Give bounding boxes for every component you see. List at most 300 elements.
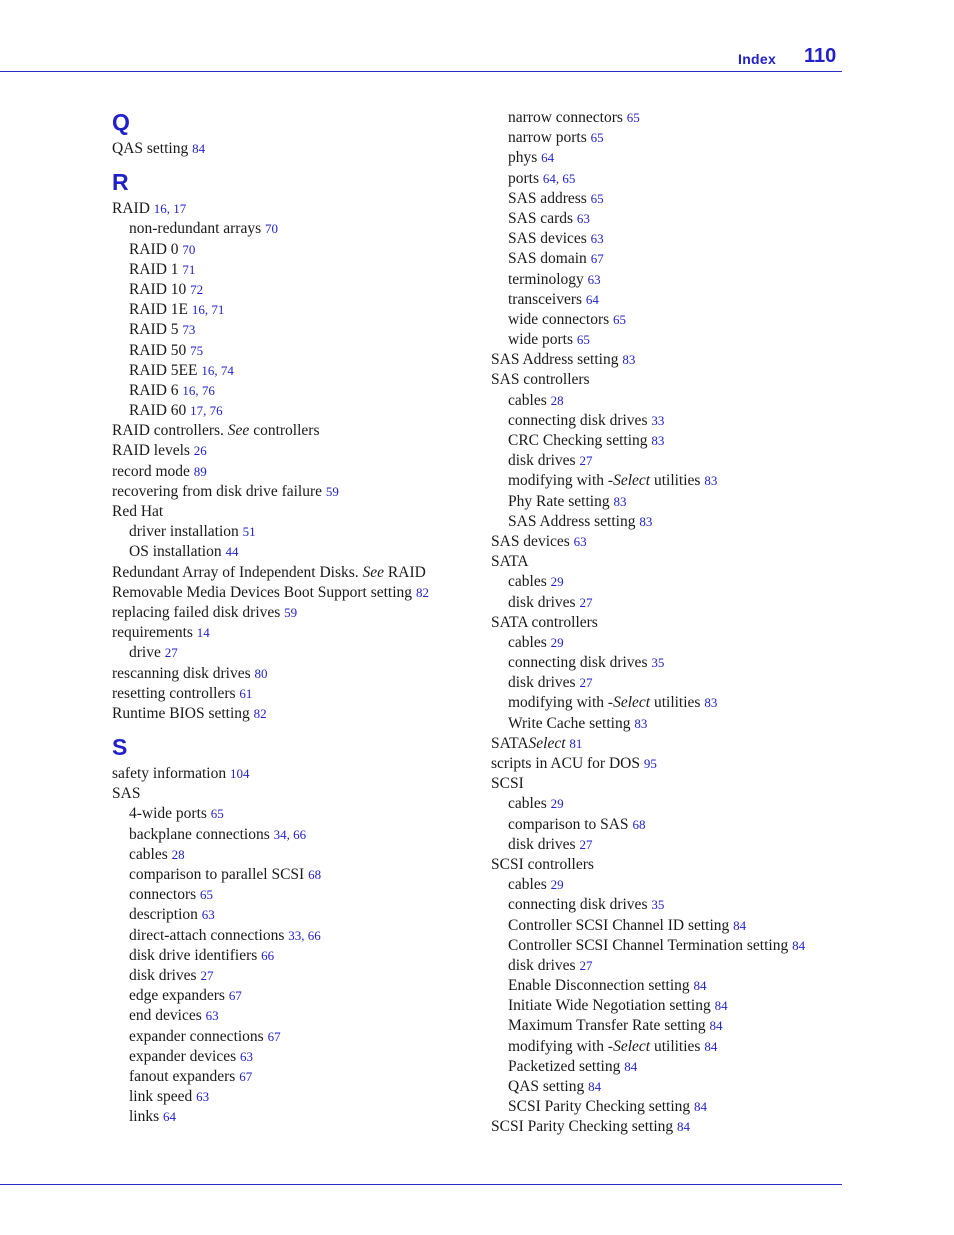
- index-subentry: [491, 996, 841, 1016]
- entry-term: SCSI Parity Checking setting: [491, 1118, 674, 1136]
- page-reference-link[interactable]: 34: [273, 826, 287, 842]
- page-reference-link[interactable]: 33: [288, 927, 302, 943]
- page-reference-link[interactable]: 83: [651, 433, 665, 448]
- entry-term: expander connections: [129, 1027, 264, 1045]
- index-entry: [112, 784, 482, 804]
- index-subentry: [491, 512, 841, 532]
- page-reference-link[interactable]: 83: [639, 513, 653, 529]
- page-reference-link[interactable]: 35: [651, 655, 665, 671]
- entry-term: driver installation: [129, 523, 239, 541]
- index-subentry: [491, 1037, 841, 1057]
- page-reference-link[interactable]: 65: [562, 170, 576, 186]
- page-reference-link[interactable]: 104: [229, 766, 250, 782]
- page-reference-link[interactable]: 28: [550, 392, 564, 408]
- index-subentry: [491, 310, 841, 330]
- index-subentry: [491, 572, 841, 592]
- index-subentry: [491, 936, 841, 956]
- page-reference-link[interactable]: 27: [579, 957, 593, 973]
- page-reference-link[interactable]: 66: [307, 927, 321, 943]
- page-reference-link[interactable]: 75: [190, 342, 204, 358]
- entry-term: Select: [528, 734, 566, 752]
- page-reference-link[interactable]: 63: [196, 1089, 210, 1105]
- entry-term: SCSI controllers: [491, 855, 594, 873]
- page-reference-link[interactable]: 65: [576, 332, 590, 348]
- index-entry: [112, 764, 482, 784]
- header-section-label: Index: [738, 51, 777, 67]
- index-entry: [491, 855, 841, 875]
- page-reference-link[interactable]: 27: [164, 645, 178, 661]
- entry-term: RAID: [384, 563, 426, 581]
- entry-term: narrow connectors: [508, 109, 623, 126]
- entry-term: RAID 1E: [129, 301, 188, 319]
- page-reference-link[interactable]: 76: [209, 403, 223, 419]
- index-entry: [112, 704, 482, 724]
- page-reference-link[interactable]: 70: [182, 241, 196, 257]
- page-reference-link[interactable]: 29: [550, 877, 564, 893]
- entry-term: Removable Media Devices Boot Support setting: [112, 583, 413, 601]
- index-entry: [491, 734, 841, 754]
- page-reference-link[interactable]: 16: [153, 201, 167, 217]
- index-entry: [491, 350, 841, 370]
- index-subentry: [491, 835, 841, 855]
- index-subentry: [491, 1057, 841, 1077]
- page-reference-link[interactable]: 82: [415, 584, 429, 600]
- entry-term: Maximum Transfer Rate setting: [508, 1017, 706, 1035]
- entry-term: Select: [613, 472, 651, 490]
- index-subentry: [112, 1027, 482, 1047]
- index-subentry: [491, 1016, 841, 1036]
- page-reference-link[interactable]: 65: [210, 806, 224, 822]
- index-subentry: [491, 451, 841, 471]
- entry-term: connectors: [129, 886, 197, 904]
- page-reference-link[interactable]: 28: [171, 846, 185, 862]
- index-entry: [491, 774, 841, 794]
- entry-term: wide ports: [508, 331, 574, 349]
- section-letter-q: Q: [112, 109, 130, 135]
- page-reference-link[interactable]: 83: [704, 695, 718, 711]
- index-entry: [112, 462, 482, 482]
- index-subentry: [112, 260, 482, 280]
- entry-term: SAS cards: [508, 209, 574, 227]
- page-reference-link[interactable]: 63: [587, 271, 601, 287]
- page-reference-link[interactable]: 84: [588, 1079, 602, 1094]
- entry-term: SCSI Parity Checking setting: [508, 1098, 691, 1116]
- index-subentry: RAID 60 17, 76: [129, 402, 223, 420]
- page-reference-link[interactable]: 27: [579, 453, 593, 469]
- page-reference-link[interactable]: 29: [550, 574, 564, 590]
- page-reference-link[interactable]: 27: [579, 675, 593, 691]
- index-entry: [112, 623, 482, 643]
- entry-term: cables: [508, 795, 547, 813]
- entry-term: links: [129, 1108, 160, 1126]
- page-reference-link[interactable]: 73: [182, 322, 196, 338]
- page-reference-link[interactable]: 84: [704, 1038, 718, 1054]
- page-reference-link[interactable]: 35: [651, 897, 665, 913]
- entry-term: See: [362, 563, 385, 581]
- entry-term: SAS Address setting: [491, 351, 619, 369]
- page-reference-link[interactable]: 61: [239, 685, 253, 701]
- entry-term: requirements: [112, 624, 193, 642]
- page-reference-link[interactable]: 84: [624, 1058, 638, 1074]
- page-reference-link[interactable]: 64: [585, 291, 599, 307]
- page-reference-link[interactable]: 51: [242, 524, 256, 540]
- page-reference-link[interactable]: 89: [193, 463, 207, 479]
- page-reference-link[interactable]: 84: [192, 141, 206, 156]
- index-subentry: [112, 542, 482, 562]
- index-subentry: [112, 986, 482, 1006]
- entry-term: RAID 5EE: [129, 361, 198, 379]
- index-subentry: [112, 320, 482, 340]
- index-subentry: [491, 593, 841, 613]
- index-subentry: [491, 471, 841, 491]
- entry-term: phys: [508, 149, 538, 167]
- entry-term: SAS address: [508, 189, 587, 207]
- entry-term: QAS setting: [112, 140, 189, 157]
- page-reference-link[interactable]: 63: [205, 1008, 219, 1024]
- index-subentry: [491, 108, 841, 128]
- entry-term: disk drives: [508, 452, 576, 470]
- index-subentry: [491, 492, 841, 512]
- section-gap: [112, 724, 482, 731]
- entry-term: RAID 6: [129, 381, 179, 399]
- section-letter-r: R: [112, 169, 129, 196]
- index-subentry: [112, 643, 482, 663]
- entry-term: record mode: [112, 462, 190, 480]
- index-subentry: [112, 885, 482, 905]
- entry-term: cables: [508, 573, 547, 591]
- page-reference-link[interactable]: 81: [569, 735, 583, 751]
- entry-term: RAID 0: [129, 240, 179, 258]
- entry-term: utilities: [650, 1037, 701, 1055]
- page-reference-link[interactable]: 27: [579, 836, 593, 852]
- index-subentry: [491, 431, 841, 451]
- entry-term: scripts in ACU for DOS: [491, 755, 640, 772]
- entry-term: OS installation: [129, 543, 222, 561]
- index-subentry: [491, 391, 841, 411]
- entry-term: RAID 60: [129, 402, 187, 420]
- entry-term: safety information: [112, 765, 227, 783]
- entry-term: SAS Address setting: [508, 512, 636, 530]
- index-entry: [112, 603, 482, 623]
- index-subentry: [491, 895, 841, 915]
- entry-term: disk drive identifiers: [129, 946, 258, 964]
- index-entry: RAID 16, 17: [112, 200, 187, 218]
- entry-term: Initiate Wide Negotiation setting: [508, 997, 711, 1015]
- page-reference-link[interactable]: 67: [239, 1068, 253, 1084]
- page-reference-link[interactable]: 63: [573, 533, 587, 549]
- index-subentry: [491, 209, 841, 229]
- page-reference-link[interactable]: 65: [590, 190, 604, 206]
- page-reference-link[interactable]: 67: [267, 1028, 281, 1044]
- index-entry: [491, 552, 841, 572]
- index-subentry: [112, 845, 482, 865]
- page-reference-link[interactable]: 83: [634, 715, 648, 731]
- index-subentry: [491, 1097, 841, 1117]
- index-subentry: [491, 794, 841, 814]
- entry-term: description: [129, 906, 198, 924]
- page-reference-link[interactable]: 83: [622, 352, 636, 368]
- index-subentry: [491, 815, 841, 835]
- page-reference-link[interactable]: 63: [590, 231, 604, 247]
- index-subentry: ports 64, 65: [508, 169, 576, 187]
- entry-term: SATA: [491, 734, 529, 752]
- entry-term: Write Cache setting: [508, 714, 631, 732]
- entry-term: cables: [508, 876, 547, 894]
- page-reference-link[interactable]: 33: [651, 412, 665, 428]
- index-subentry: [491, 673, 841, 693]
- index-subentry: [112, 1006, 482, 1026]
- page-reference-link[interactable]: 17: [173, 201, 187, 217]
- index-subentry: [491, 875, 841, 895]
- footer-rule: [0, 1184, 842, 1185]
- page-reference-link[interactable]: 84: [709, 1018, 723, 1034]
- page-reference-link[interactable]: 65: [590, 130, 604, 146]
- entry-term: controllers: [249, 422, 320, 440]
- index-subentry: [491, 976, 841, 996]
- index-entry: [112, 563, 482, 583]
- page-reference-link[interactable]: 63: [240, 1048, 254, 1064]
- entry-term: disk drives: [508, 674, 576, 692]
- entry-term: Enable Disconnection setting: [508, 977, 690, 995]
- entry-term: Redundant Array of Independent Disks.: [112, 563, 363, 581]
- entry-term: narrow ports: [508, 129, 587, 147]
- entry-term: RAID 1: [129, 260, 179, 278]
- section-letter-s: S: [112, 734, 128, 761]
- entry-term: disk drives: [129, 966, 197, 984]
- entry-term: terminology: [508, 270, 584, 288]
- page-reference-link[interactable]: 82: [253, 705, 267, 721]
- index-subentry: [491, 1077, 841, 1097]
- index-subentry: [112, 219, 482, 239]
- page-reference-link[interactable]: 17: [190, 403, 204, 419]
- index-subentry: [112, 946, 482, 966]
- entry-term: See: [227, 422, 250, 440]
- page-reference-link[interactable]: 68: [308, 867, 322, 882]
- page-reference-link[interactable]: 63: [576, 210, 590, 226]
- index-entry: [112, 441, 482, 461]
- page-reference-link[interactable]: 95: [643, 756, 657, 771]
- header-rule: [0, 71, 842, 72]
- page-reference-link[interactable]: 59: [284, 604, 298, 620]
- index-entry: [112, 502, 482, 522]
- entry-term: comparison to parallel SCSI: [129, 866, 305, 883]
- index-subentry: RAID 1E 16, 71: [129, 301, 225, 319]
- entry-term: direct-attach connections: [129, 926, 285, 944]
- entry-term: Runtime BIOS setting: [112, 704, 250, 722]
- entry-term: connecting disk drives: [508, 411, 648, 429]
- page-reference-link[interactable]: 67: [590, 251, 604, 267]
- index-subentry: direct-attach connections 33, 66: [129, 926, 321, 944]
- index-entry: [112, 139, 482, 159]
- page-reference-link[interactable]: 74: [220, 362, 234, 378]
- page-reference-link[interactable]: 63: [201, 907, 215, 923]
- page-reference-link[interactable]: 14: [196, 625, 210, 641]
- entry-term: modifying with -: [508, 1037, 614, 1055]
- index-subentry: [491, 148, 841, 168]
- entry-term: end devices: [129, 1007, 202, 1025]
- index-subentry: [491, 956, 841, 976]
- entry-term: edge expanders: [129, 987, 225, 1005]
- entry-term: utilities: [650, 472, 701, 490]
- page-reference-link[interactable]: 64: [542, 170, 556, 186]
- entry-term: Controller SCSI Channel Termination setting: [508, 936, 789, 954]
- index-entry: [112, 482, 482, 502]
- entry-term: cables: [508, 633, 547, 651]
- page-reference-link[interactable]: 64: [541, 150, 555, 166]
- index-subentry: [112, 1067, 482, 1087]
- entry-term: SATA: [491, 553, 529, 571]
- entry-term: fanout expanders: [129, 1067, 236, 1085]
- page-reference-link[interactable]: 84: [677, 1119, 690, 1135]
- entry-term: disk drives: [508, 956, 576, 974]
- entry-term: replacing failed disk drives: [112, 603, 281, 621]
- entry-term: RAID 10: [129, 280, 187, 298]
- page-reference-link[interactable]: 70: [265, 221, 279, 237]
- page-reference-link[interactable]: 59: [325, 483, 339, 499]
- page-reference-link[interactable]: 84: [714, 998, 728, 1014]
- index-entry: [112, 421, 482, 441]
- entry-term: SCSI: [491, 775, 524, 793]
- page-reference-link[interactable]: 16: [182, 382, 196, 398]
- entry-term: wide connectors: [508, 310, 610, 328]
- entry-term: SAS: [112, 785, 141, 803]
- entry-term: SAS controllers: [491, 371, 590, 389]
- entry-term: disk drives: [508, 835, 576, 853]
- index-subentry: backplane connections 34, 66: [129, 825, 307, 843]
- entry-term: 4-wide ports: [129, 805, 207, 823]
- page-reference-link[interactable]: 66: [293, 826, 307, 842]
- index-subentry: [112, 1087, 482, 1107]
- section-gap: [112, 159, 482, 166]
- index-subentry: [491, 189, 841, 209]
- page-reference-link[interactable]: 76: [201, 382, 215, 398]
- entry-term: SAS devices: [508, 230, 587, 248]
- index-entry: [112, 664, 482, 684]
- entry-term: expander devices: [129, 1047, 237, 1065]
- page-reference-link[interactable]: 27: [579, 594, 593, 610]
- entry-term: backplane connections: [129, 825, 270, 843]
- entry-term: resetting controllers: [112, 684, 236, 702]
- entry-term: SAS devices: [491, 532, 570, 550]
- entry-term: link speed: [129, 1088, 193, 1106]
- index-subentry: [112, 1107, 482, 1127]
- entry-term: drive: [129, 644, 161, 662]
- page-reference-link[interactable]: 65: [200, 887, 214, 903]
- entry-term: QAS setting: [508, 1078, 585, 1095]
- index-entry: [491, 370, 841, 390]
- entry-term: RAID: [112, 200, 150, 218]
- page-reference-link[interactable]: 66: [261, 947, 275, 963]
- entry-term: RAID 50: [129, 341, 187, 359]
- index-entry: [112, 583, 482, 603]
- entry-term: RAID controllers.: [112, 422, 228, 440]
- index-subentry: [491, 249, 841, 269]
- entry-term: connecting disk drives: [508, 654, 648, 672]
- page-reference-link[interactable]: 67: [228, 988, 242, 1004]
- entry-term: Phy Rate setting: [508, 492, 610, 510]
- index-entry: [112, 684, 482, 704]
- index-subentry: [491, 290, 841, 310]
- index-subentry: [112, 905, 482, 925]
- page-reference-link[interactable]: 29: [550, 634, 564, 650]
- entry-term: recovering from disk drive failure: [112, 482, 323, 500]
- entry-term: transceivers: [508, 290, 583, 308]
- page-number: 110: [804, 45, 837, 67]
- page-reference-link[interactable]: 83: [704, 473, 718, 489]
- entry-term: comparison to SAS: [508, 815, 629, 833]
- index-entry: [491, 754, 841, 774]
- index-subentry: [491, 714, 841, 734]
- entry-term: modifying with -: [508, 472, 614, 490]
- page-reference-link[interactable]: 84: [694, 1099, 707, 1115]
- page-reference-link[interactable]: 64: [163, 1109, 177, 1125]
- entry-term: RAID 5: [129, 321, 179, 339]
- page-reference-link[interactable]: 72: [190, 281, 204, 297]
- page-reference-link[interactable]: 26: [193, 443, 207, 459]
- entry-term: cables: [508, 391, 547, 409]
- index-subentry: [112, 1047, 482, 1067]
- entry-term: cables: [129, 845, 168, 863]
- page-reference-link[interactable]: 27: [200, 967, 214, 983]
- index-subentry: [491, 411, 841, 431]
- page-reference-link[interactable]: 65: [626, 110, 640, 125]
- page-reference-link[interactable]: 68: [632, 816, 646, 832]
- entry-term: Controller SCSI Channel ID setting: [508, 916, 730, 934]
- entry-term: connecting disk drives: [508, 896, 648, 914]
- index-subentry: [112, 341, 482, 361]
- index-subentry: [112, 865, 482, 885]
- page-reference-link[interactable]: 80: [254, 665, 268, 681]
- index-subentry: [491, 633, 841, 653]
- page-reference-link[interactable]: 16: [201, 362, 215, 378]
- index-subentry: [491, 653, 841, 673]
- page-reference-link[interactable]: 84: [792, 937, 806, 953]
- page-reference-link[interactable]: 65: [613, 311, 627, 327]
- index-subentry: RAID 6 16, 76: [129, 381, 215, 399]
- index-entry: [491, 1117, 841, 1137]
- entry-term: Packetized setting: [508, 1057, 621, 1075]
- entry-term: CRC Checking setting: [508, 432, 648, 449]
- entry-term: disk drives: [508, 593, 576, 611]
- index-column-right: [491, 108, 841, 1138]
- page-reference-link[interactable]: 44: [225, 544, 239, 560]
- index-subentry: RAID 5EE 16, 74: [129, 361, 234, 379]
- entry-term: ports: [508, 169, 539, 187]
- index-subentry: [491, 916, 841, 936]
- page-reference-link[interactable]: 84: [693, 978, 707, 994]
- index-subentry: [112, 804, 482, 824]
- index-entry: [491, 532, 841, 552]
- page-reference-link[interactable]: 16: [191, 302, 205, 318]
- entry-term: rescanning disk drives: [112, 664, 251, 682]
- page-reference-link[interactable]: 71: [182, 261, 196, 277]
- index-subentry: [112, 966, 482, 986]
- entry-term: SATA controllers: [491, 613, 598, 631]
- page-reference-link[interactable]: 84: [733, 917, 747, 933]
- index-subentry: [112, 522, 482, 542]
- index-subentry: [491, 270, 841, 290]
- entry-term: Select: [613, 1037, 651, 1055]
- page-reference-link[interactable]: 71: [211, 302, 225, 318]
- index-entry: [491, 613, 841, 633]
- page-reference-link[interactable]: 29: [550, 796, 564, 812]
- index-subentry: [491, 330, 841, 350]
- entry-term: RAID levels: [112, 442, 190, 460]
- index-subentry: [491, 229, 841, 249]
- index-column-left: [112, 106, 482, 1127]
- page-reference-link[interactable]: 83: [613, 493, 627, 509]
- index-subentry: [491, 693, 841, 713]
